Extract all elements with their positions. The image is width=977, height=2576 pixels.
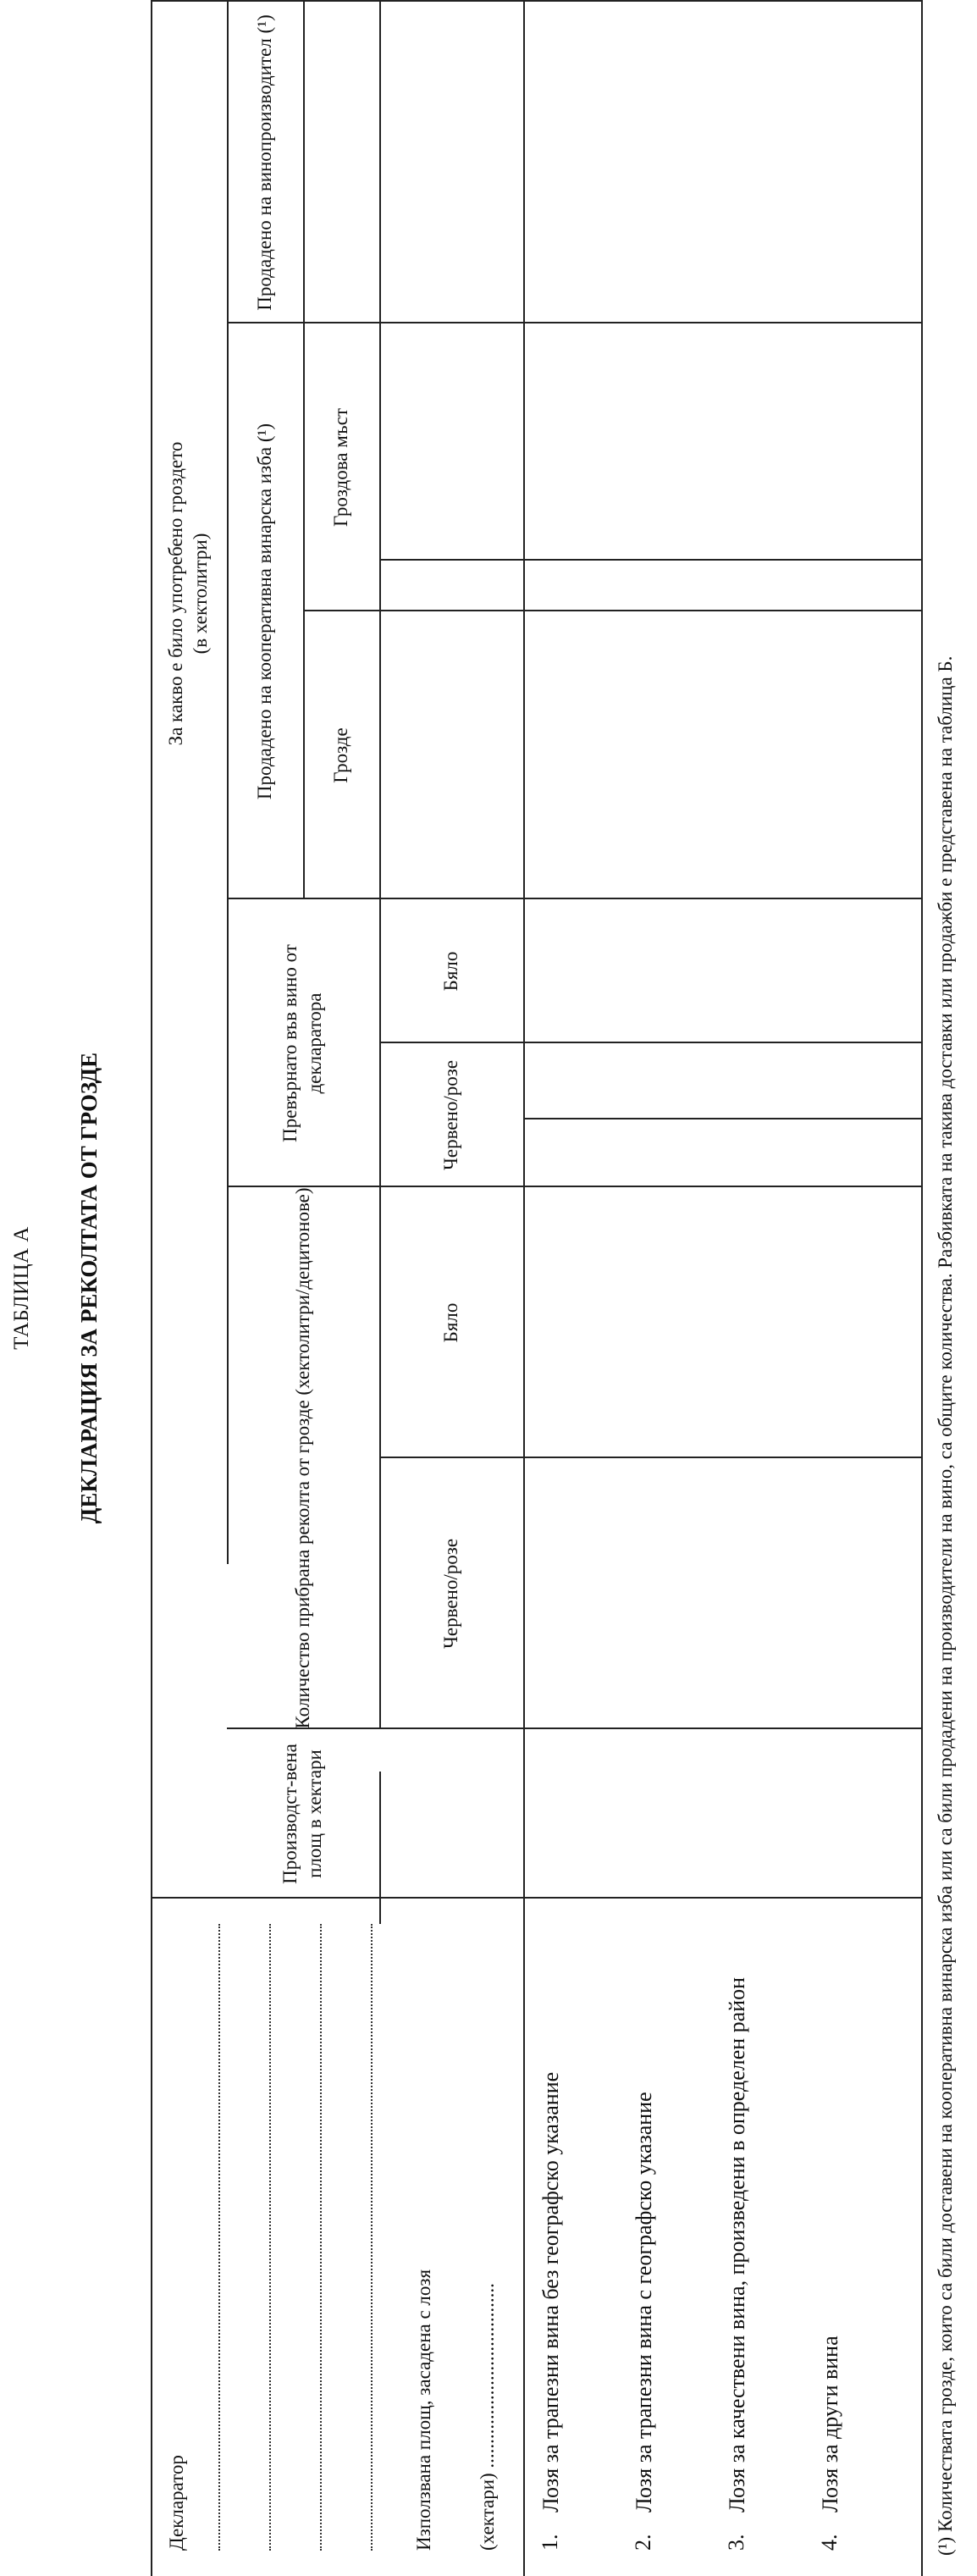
qty-white-header: Бяло xyxy=(439,1302,461,1343)
use-group-header xyxy=(151,0,227,1187)
declaration-table xyxy=(151,0,921,2576)
row-2-number: 2. xyxy=(631,2534,655,2551)
row-3-number: 3. xyxy=(724,2534,748,2551)
quantity-header: Количество прибрана реколта от грозде (хектолитри/децитонове) xyxy=(291,1187,313,1729)
productive-area-header: Производст-вена площ в хектари xyxy=(279,1744,325,1884)
declarant-label: Декларатор xyxy=(166,2455,187,2551)
row-1-number: 1. xyxy=(538,2534,562,2551)
row-2-label: Лозя за трапезни вина с географско указание xyxy=(632,2092,656,2512)
coop-grapes-header: Грозде xyxy=(329,727,351,783)
wine-red-header: Червено/розе xyxy=(439,1059,461,1171)
row-1-label: Лозя за трапезни вина без географско указание xyxy=(538,2071,563,2512)
made-wine-header: Превърнато във вино от декларатора xyxy=(279,944,325,1142)
footnote: (¹) Количествата грозде, които са били доставени на кооперативна винарска изба или са били продадени на производители на вино, са общите количества. Разбивката на такива доставки или продажби е представена на таблица Б. xyxy=(935,655,956,2556)
use-group-label: За какво е било употребено гроздето xyxy=(165,441,187,746)
use-unit-label: (в хектолитри) xyxy=(190,533,211,655)
hectares-label: (хектари) ...................................... xyxy=(477,2283,498,2551)
area-used-label: Използвана площ, засадена с лозя xyxy=(413,2269,434,2551)
row-4-number: 4. xyxy=(817,2534,842,2551)
qty-red-header: Червено/розе xyxy=(439,1538,461,1650)
row-3-label: Лозя за качествени вина, произведени в определен район xyxy=(725,1976,749,2512)
coop-header: Продадено на кооперативна винарска изба (¹) xyxy=(253,423,275,800)
wine-white-header: Бяло xyxy=(439,951,461,992)
winemaker-header: Продадено на винопроизводител (¹) xyxy=(253,14,275,311)
row-4-label: Лозя за други вина xyxy=(818,2336,842,2512)
page-title: ДЕКЛАРАЦИЯ ЗА РЕКОЛТАТА ОТ ГРОЗДЕ xyxy=(76,1052,102,1524)
coop-must-header: Гроздова мъст xyxy=(329,408,351,527)
table-label: ТАБЛИЦА А xyxy=(10,1226,33,1350)
